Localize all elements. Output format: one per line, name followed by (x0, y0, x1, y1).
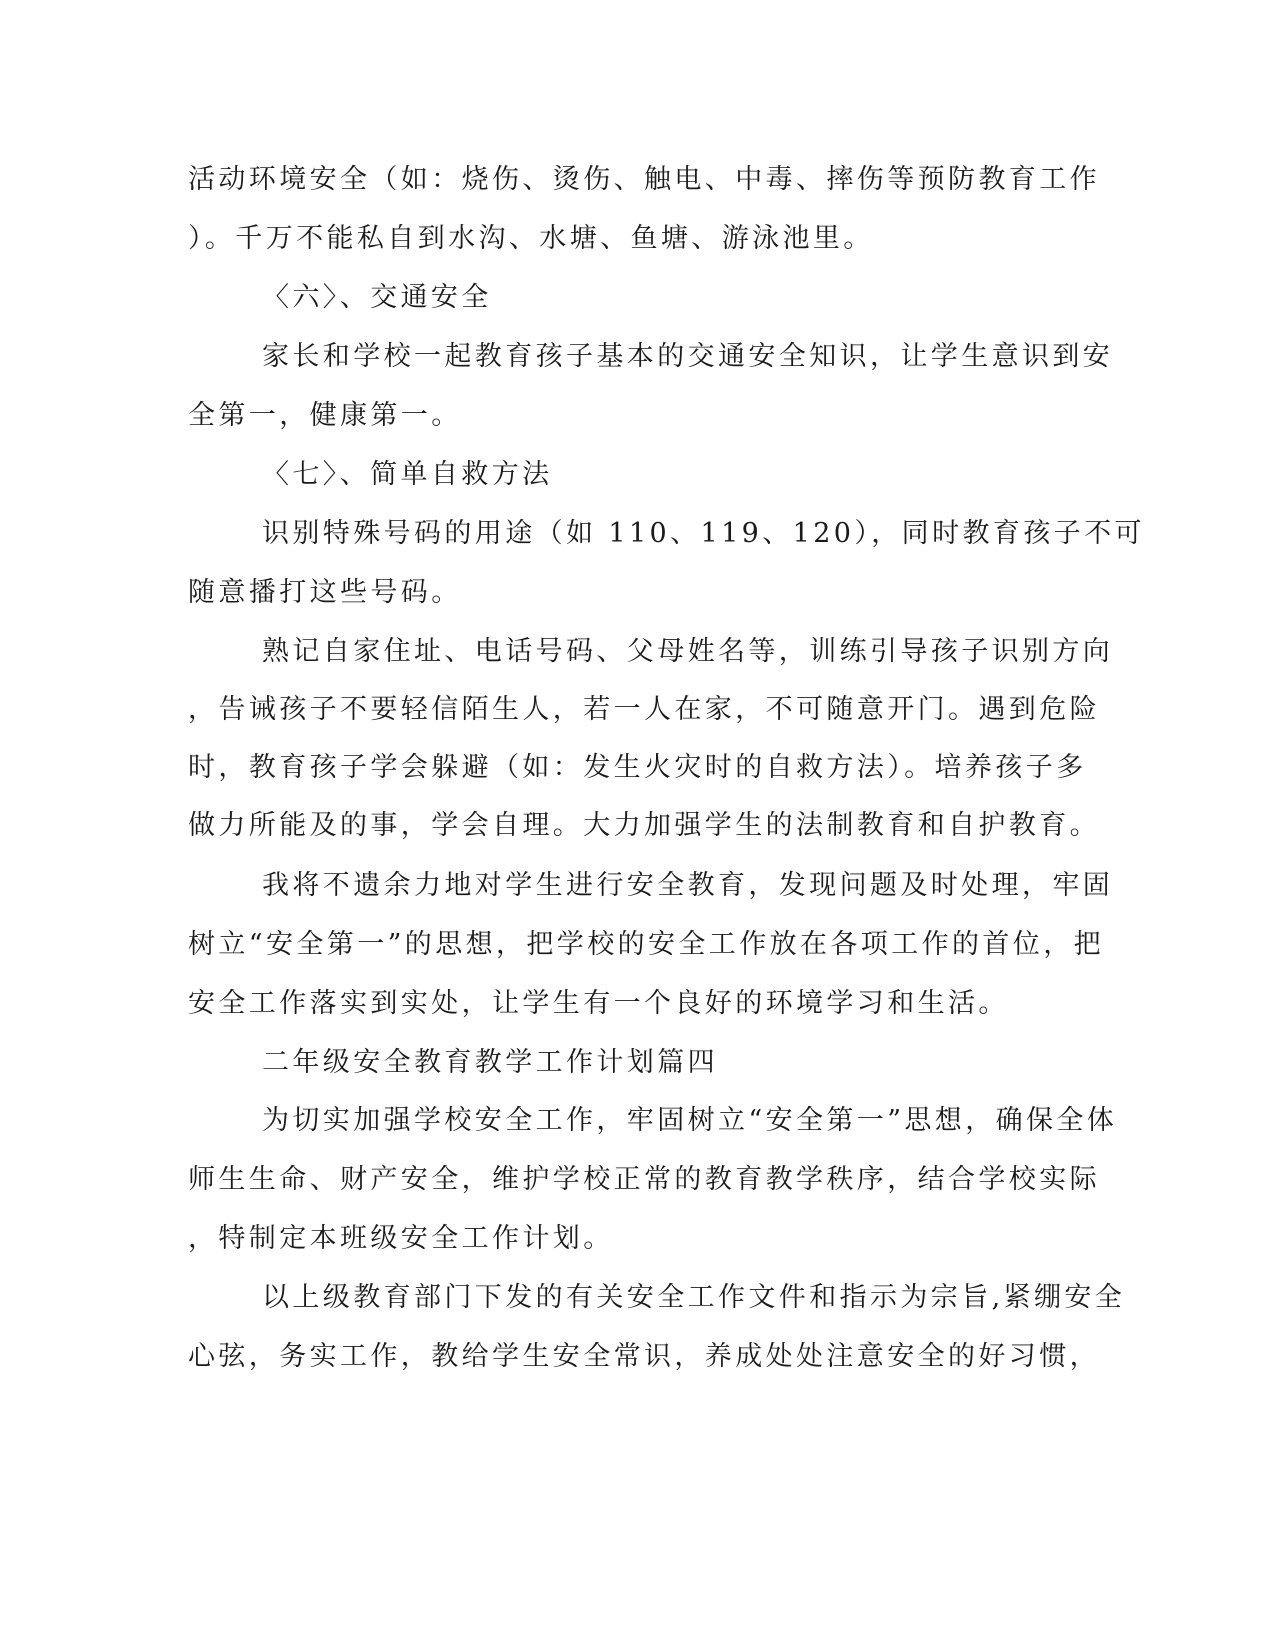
section-heading: 〈六〉、交通安全 (262, 282, 492, 313)
body-text-line: 心弦，务实工作，教给学生安全常识，养成处处注意安全的好习惯， (188, 1341, 1100, 1372)
body-text-line: 做力所能及的事，学会自理。大力加强学生的法制教育和自护教育。 (188, 810, 1100, 841)
body-text-line: ，告诫孩子不要轻信陌生人，若一人在家，不可随意开门。遇到危险 (188, 694, 1100, 725)
body-text-line: 随意播打这些号码。 (188, 577, 462, 608)
body-text-line: 树立“安全第一”的思想，把学校的安全工作放在各项工作的首位，把 (188, 929, 1105, 960)
section-heading: 〈七〉、简单自救方法 (262, 459, 553, 490)
section-heading: 二年级安全教育教学工作计划篇四 (262, 1047, 718, 1078)
body-text-line: 师生生命、财产安全，维护学校正常的教育教学秩序，结合学校实际 (188, 1164, 1100, 1195)
body-text-line: 家长和学校一起教育孩子基本的交通安全知识，让学生意识到安 (262, 341, 1114, 372)
body-text-line: 我将不遗余力地对学生进行安全教育，发现问题及时处理，牢固 (262, 870, 1114, 901)
body-text-line: 以上级教育部门下发的有关安全工作文件和指示为宗旨,紧绷安全 (262, 1282, 1126, 1313)
body-text-line: 全第一，健康第一。 (188, 400, 462, 431)
body-text-line: 熟记自家住址、电话号码、父母姓名等，训练引导孩子识别方向 (262, 636, 1114, 667)
body-text-line: 为切实加强学校安全工作，牢固树立“安全第一”思想，确保全体 (262, 1105, 1118, 1136)
body-text-line: 时，教育孩子学会躲避（如：发生火灾时的自救方法）。培养孩子多 (188, 752, 1087, 783)
body-text-line: 活动环境安全（如：烧伤、烫伤、触电、中毒、摔伤等预防教育工作 (188, 164, 1100, 195)
body-text-line: 安全工作落实到实处，让学生有一个良好的环境学习和生活。 (188, 988, 1009, 1019)
body-text-line: 识别特殊号码的用途（如 110、119、120），同时教育孩子不可 (262, 518, 1145, 549)
body-text-line: ）。千万不能私自到水沟、水塘、鱼塘、游泳池里。 (188, 223, 874, 254)
body-text-line: ，特制定本班级安全工作计划。 (188, 1223, 614, 1254)
